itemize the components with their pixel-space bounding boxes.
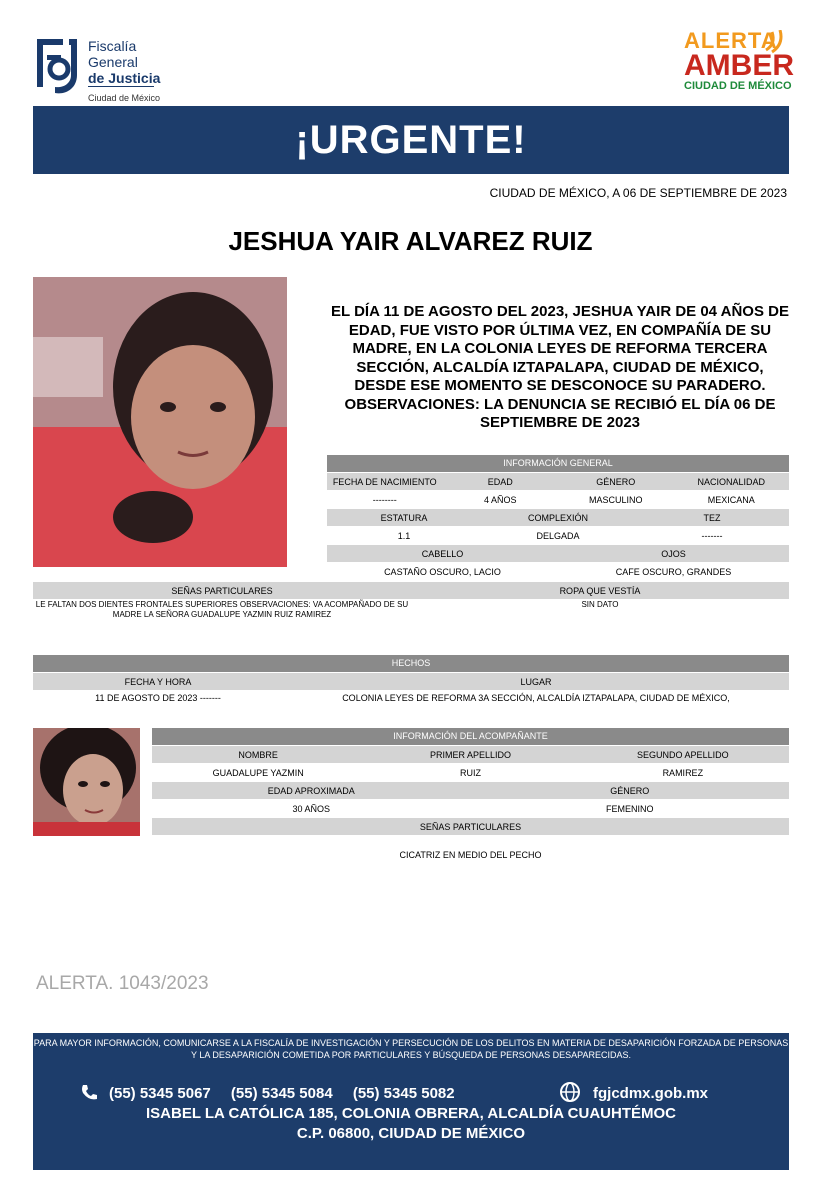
- value-nationality: MEXICANA: [707, 494, 755, 505]
- value-eyes: CAFE OSCURO, GRANDES: [615, 566, 732, 577]
- value-birthdate: --------: [372, 494, 397, 505]
- website-link[interactable]: fgjcdmx.gob.mx: [593, 1085, 709, 1102]
- companion-header-row-3: [152, 818, 789, 835]
- header-eyes: OJOS: [661, 548, 686, 559]
- value-gender: MASCULINO: [588, 494, 643, 505]
- companion-photo: [33, 728, 140, 836]
- amber-line-1: ALERTA: [684, 28, 778, 53]
- header-surname-2: SEGUNDO APELLIDO: [637, 749, 729, 760]
- header-build: COMPLEXIÓN: [527, 512, 588, 523]
- value-clothing: SIN DATO: [581, 600, 619, 609]
- marks-header-row: [33, 582, 789, 599]
- globe-icon: [559, 1081, 581, 1103]
- address-line-1: ISABEL LA CATÓLICA 185, COLONIA OBRERA, ALCALDÍA CUAUHTÉMOC: [145, 1105, 676, 1122]
- value-age: 4 AÑOS: [483, 494, 517, 505]
- phone-icon: [79, 1083, 99, 1103]
- header-clothing: ROPA QUE VESTÍA: [559, 585, 641, 596]
- companion-header-row-1: [152, 746, 789, 763]
- amber-alert-logo: [684, 30, 794, 100]
- value-marks: LE FALTAN DOS DIENTES FRONTALES SUPERIORES OBSERVACIONES: VA ACOMPAÑADO DE SU MADRE LA SEÑORA GUADALUPE YAZMIN RUIZ RAMIREZ: [35, 600, 409, 619]
- companion-title: INFORMACIÓN DEL ACOMPAÑANTE: [152, 728, 789, 745]
- signal-waves-icon: [762, 30, 788, 54]
- general-value-row-2: [327, 527, 789, 544]
- value-height: 1.1: [397, 530, 411, 541]
- header-marks: SEÑAS PARTICULARES: [171, 585, 273, 596]
- org-line-2: General: [88, 54, 138, 70]
- facts-header-row: [33, 673, 789, 690]
- dateline: CIUDAD DE MÉXICO, A 06 DE SEPTIEMBRE DE 2023: [489, 186, 787, 200]
- general-value-row-1: [327, 491, 789, 508]
- address-line-2: C.P. 06800, CIUDAD DE MÉXICO: [296, 1125, 526, 1142]
- missing-person-photo: [33, 277, 287, 567]
- header-height: ESTATURA: [380, 512, 428, 523]
- value-surname-2: RAMIREZ: [662, 767, 704, 778]
- general-value-row-3: [327, 563, 789, 580]
- phone-numbers: [109, 1085, 471, 1102]
- companion-value-row-3: [152, 846, 789, 863]
- org-line-3: de Justicia: [88, 70, 161, 86]
- amber-line-3: CIUDAD DE MÉXICO: [684, 80, 792, 92]
- value-datetime: 11 DE AGOSTO DE 2023 -------: [95, 692, 221, 703]
- phone-number-3[interactable]: (55) 5345 5082: [352, 1085, 455, 1102]
- general-header-row-2: [327, 509, 789, 526]
- value-companion-gender: FEMENINO: [605, 803, 654, 814]
- urgent-banner: ¡URGENTE!: [33, 106, 789, 174]
- facts-value-row: [33, 690, 789, 705]
- phone-number-1[interactable]: (55) 5345 5067: [109, 1085, 211, 1102]
- value-build: DELGADA: [536, 530, 580, 541]
- header-gender: GÉNERO: [596, 476, 636, 487]
- general-info-title: INFORMACIÓN GENERAL: [327, 455, 789, 472]
- phone-number-2[interactable]: (55) 5345 5084: [230, 1085, 333, 1102]
- contact-footer: [33, 1033, 789, 1170]
- value-complexion: -------: [701, 530, 723, 541]
- header-hair: CABELLO: [421, 548, 464, 559]
- header-approx-age: EDAD APROXIMADA: [267, 785, 355, 796]
- companion-value-row-2: [152, 800, 789, 817]
- general-header-row-3: [327, 545, 789, 562]
- header-birthdate: FECHA DE NACIMIENTO: [332, 476, 437, 487]
- alert-number: ALERTA. 1043/2023: [36, 973, 209, 994]
- header-nationality: NACIONALIDAD: [697, 476, 765, 487]
- org-line-1: Fiscalía: [88, 38, 137, 54]
- missing-person-name: JESHUA YAIR ALVAREZ RUIZ: [228, 226, 593, 256]
- header-place: LUGAR: [520, 676, 552, 687]
- companion-header-row-2: [152, 782, 789, 799]
- companion-value-row-1: [152, 764, 789, 781]
- value-hair: CASTAÑO OSCURO, LACIO: [384, 566, 501, 577]
- org-name: [88, 38, 160, 106]
- header-complexion: TEZ: [703, 512, 721, 523]
- general-header-row-1: [327, 473, 789, 490]
- value-first-name: GUADALUPE YAZMIN: [212, 767, 304, 778]
- org-line-4: Ciudad de México: [88, 93, 161, 103]
- header-datetime: FECHA Y HORA: [124, 676, 192, 687]
- header-first-name: NOMBRE: [238, 749, 278, 760]
- header-companion-marks: SEÑAS PARTICULARES: [419, 821, 522, 832]
- value-approx-age: 30 AÑOS: [292, 803, 331, 814]
- value-surname-1: RUIZ: [459, 767, 481, 778]
- header-companion-gender: GÉNERO: [610, 785, 650, 796]
- header-surname-1: PRIMER APELLIDO: [429, 749, 511, 760]
- amber-line-2: AMBER: [684, 49, 794, 82]
- value-companion-marks: CICATRIZ EN MEDIO DEL PECHO: [399, 849, 542, 860]
- value-place: COLONIA LEYES DE REFORMA 3A SECCIÓN, ALCALDÍA IZTAPALAPA, CIUDAD DE MÉXICO,: [342, 692, 730, 703]
- header-age: EDAD: [487, 476, 513, 487]
- org-divider: [88, 86, 154, 87]
- fgj-logo-icon: [33, 35, 83, 97]
- facts-title: HECHOS: [33, 655, 789, 672]
- case-description: EL DÍA 11 DE AGOSTO DEL 2023, JESHUA YAIR DE 04 AÑOS DE EDAD, FUE VISTO POR ÚLTIMA VEZ, EN COMPAÑÍA DE SU MADRE, EN LA COLONIA LEYES DE REFORMA TERCERA SECCIÓN, ALCALDÍA IZTAPALAPA, CIUDAD DE MÉXICO, DESDE ESE MOMENTO SE DESCONOCE SU PARADERO. OBSERVACIONES: LA DENUNCIA SE RECIBIÓ EL DÍA 06 DE SEPTIEMBRE DE 2023: [331, 303, 789, 431]
- contact-info-text: PARA MAYOR INFORMACIÓN, COMUNICARSE A LA FISCALÍA DE INVESTIGACIÓN Y PERSECUCIÓN DE LOS DELITOS EN MATERIA DE DESAPARICIÓN FORZADA DE PERSONAS Y LA DESAPARICIÓN COMETIDA POR PARTICULARES Y BÚSQUEDA DE PERSONAS DESAPARECIDAS.: [33, 1038, 789, 1060]
